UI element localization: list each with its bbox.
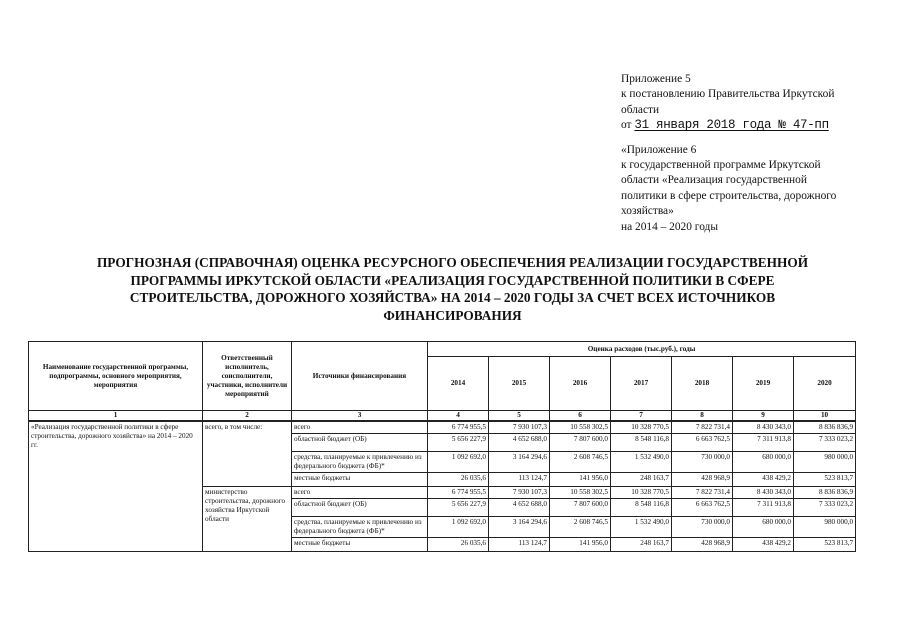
appendix-line: на 2014 – 2020 годы — [621, 220, 719, 233]
header-sources: Источники финансирования — [292, 342, 428, 411]
header-year: 2017 — [611, 357, 672, 411]
header-estimate: Оценка расходов (тыс.руб.), годы — [428, 342, 856, 357]
value-cell: 7 930 107,3 — [489, 421, 550, 434]
funding-table — [28, 341, 856, 552]
source-cell: местные бюджеты — [292, 473, 428, 487]
source-cell: средства, планируемые к привлечению из федерального бюджета (ФБ)* — [292, 517, 428, 538]
value-cell: 7 333 023,2 — [794, 499, 856, 517]
column-number-row — [29, 411, 856, 422]
header-year: 2015 — [489, 357, 550, 411]
appendix-line: политики в сфере строительства, дорожного — [621, 189, 837, 202]
value-cell: 1 092 692,0 — [428, 452, 489, 473]
column-number: 5 — [489, 411, 550, 422]
value-cell: 428 968,9 — [672, 473, 733, 487]
column-number: 6 — [550, 411, 611, 422]
value-cell: 428 968,9 — [672, 538, 733, 552]
appendix-line: Приложение 5 — [621, 73, 691, 85]
value-cell: 8 430 343,0 — [733, 487, 794, 499]
header-name: Наименование государственной программы, подпрограммы, основного мероприятия, мероприятия — [29, 342, 203, 411]
appendix-line: «Приложение 6 — [621, 143, 697, 156]
value-cell: 730 000,0 — [672, 452, 733, 473]
value-cell: 26 035,6 — [428, 538, 489, 552]
value-cell: 4 652 688,0 — [489, 434, 550, 452]
appendix-line: области «Реализация государственной — [621, 174, 807, 187]
header-year: 2018 — [672, 357, 733, 411]
value-cell: 8 430 343,0 — [733, 421, 794, 434]
value-cell: 1 092 692,0 — [428, 517, 489, 538]
header-year: 2014 — [428, 357, 489, 411]
executor-cell: всего, в том числе: — [203, 421, 292, 487]
value-cell: 6 774 955,5 — [428, 487, 489, 499]
value-cell: 438 429,2 — [733, 473, 794, 487]
value-cell: 523 813,7 — [794, 473, 856, 487]
value-cell: 680 000,0 — [733, 517, 794, 538]
appendix-line: хозяйства» — [621, 205, 674, 218]
value-cell: 6 663 762,5 — [672, 434, 733, 452]
source-cell: всего — [292, 421, 428, 434]
value-cell: 6 663 762,5 — [672, 499, 733, 517]
title-line: ПРОГРАММЫ ИРКУТСКОЙ ОБЛАСТИ «РЕАЛИЗАЦИЯ ГОСУДАРСТВЕННОЙ ПОЛИТИКИ В СФЕРЕ — [130, 272, 775, 288]
value-cell: 1 532 490,0 — [611, 517, 672, 538]
value-cell: 523 813,7 — [794, 538, 856, 552]
value-cell: 7 822 731,4 — [672, 421, 733, 434]
value-cell: 6 774 955,5 — [428, 421, 489, 434]
value-cell: 8 548 116,8 — [611, 499, 672, 517]
value-cell: 2 608 746,5 — [550, 452, 611, 473]
title-line: ФИНАНСИРОВАНИЯ — [383, 307, 522, 323]
resolution-date: 31 января 2018 года № 47-пп — [634, 118, 829, 133]
source-cell: всего — [292, 487, 428, 499]
appendix-line: к постановлению Правительства Иркутской — [621, 88, 835, 101]
value-cell: 7 807 600,0 — [550, 499, 611, 517]
value-cell: 5 656 227,9 — [428, 434, 489, 452]
title-line: ПРОГНОЗНАЯ (СПРАВОЧНАЯ) ОЦЕНКА РЕСУРСНОГО ОБЕСПЕЧЕНИЯ РЕАЛИЗАЦИИ ГОСУДАРСТВЕННОЙ — [96, 255, 809, 270]
column-number: 7 — [611, 411, 672, 422]
value-cell: 8 836 836,9 — [794, 487, 856, 499]
column-number: 1 — [29, 411, 203, 422]
appendix-date-line — [621, 118, 891, 133]
value-cell: 10 328 770,5 — [611, 487, 672, 499]
value-cell: 3 164 294,6 — [489, 517, 550, 538]
value-cell: 113 124,7 — [489, 473, 550, 487]
value-cell: 5 656 227,9 — [428, 499, 489, 517]
value-cell: 248 163,7 — [611, 473, 672, 487]
value-cell: 26 035,6 — [428, 473, 489, 487]
value-cell: 248 163,7 — [611, 538, 672, 552]
date-prefix: от — [621, 119, 632, 132]
source-cell: средства, планируемые к привлечению из федерального бюджета (ФБ)* — [292, 452, 428, 473]
value-cell: 7 807 600,0 — [550, 434, 611, 452]
appendix-line: к государственной программе Иркутской — [621, 159, 821, 172]
value-cell: 10 558 302,5 — [550, 487, 611, 499]
source-cell: областной бюджет (ОБ) — [292, 434, 428, 452]
executor-cell: министерство строительства, дорожного хозяйства Иркутской области — [203, 487, 292, 552]
value-cell: 4 652 688,0 — [489, 499, 550, 517]
value-cell: 3 164 294,6 — [489, 452, 550, 473]
value-cell: 7 311 913,8 — [733, 499, 794, 517]
appendix-block — [621, 72, 891, 235]
header-year: 2020 — [794, 357, 856, 411]
column-number: 9 — [733, 411, 794, 422]
title-line: СТРОИТЕЛЬСТВА, ДОРОЖНОГО ХОЗЯЙСТВА» НА 2014 – 2020 ГОДЫ ЗА СЧЕТ ВСЕХ ИСТОЧНИКОВ — [129, 290, 776, 306]
value-cell: 8 548 116,8 — [611, 434, 672, 452]
column-number: 4 — [428, 411, 489, 422]
value-cell: 1 532 490,0 — [611, 452, 672, 473]
value-cell: 980 000,0 — [794, 452, 856, 473]
column-number: 2 — [203, 411, 292, 422]
header-executor: Ответственный исполнитель, соисполнители, участники, исполнители мероприятий — [203, 342, 292, 411]
header-year: 2016 — [550, 357, 611, 411]
document-title — [20, 254, 885, 324]
value-cell: 141 956,0 — [550, 473, 611, 487]
value-cell: 680 000,0 — [733, 452, 794, 473]
program-name-cell: «Реализация государственной политики в сфере строительства, дорожного хозяйства» на 2014 – 2020 гг. — [29, 421, 203, 552]
value-cell: 7 333 023,2 — [794, 434, 856, 452]
value-cell: 141 956,0 — [550, 538, 611, 552]
value-cell: 7 822 731,4 — [672, 487, 733, 499]
value-cell: 10 328 770,5 — [611, 421, 672, 434]
source-cell: местные бюджеты — [292, 538, 428, 552]
value-cell: 7 311 913,8 — [733, 434, 794, 452]
value-cell: 113 124,7 — [489, 538, 550, 552]
header-year: 2019 — [733, 357, 794, 411]
column-number: 10 — [794, 411, 856, 422]
value-cell: 2 608 746,5 — [550, 517, 611, 538]
value-cell: 980 000,0 — [794, 517, 856, 538]
value-cell: 8 836 836,9 — [794, 421, 856, 434]
value-cell: 438 429,2 — [733, 538, 794, 552]
source-cell: областной бюджет (ОБ) — [292, 499, 428, 517]
value-cell: 730 000,0 — [672, 517, 733, 538]
value-cell: 10 558 302,5 — [550, 421, 611, 434]
appendix-line: области — [621, 103, 660, 116]
value-cell: 7 930 107,3 — [489, 487, 550, 499]
column-number: 3 — [292, 411, 428, 422]
column-number: 8 — [672, 411, 733, 422]
table-row — [29, 421, 856, 434]
